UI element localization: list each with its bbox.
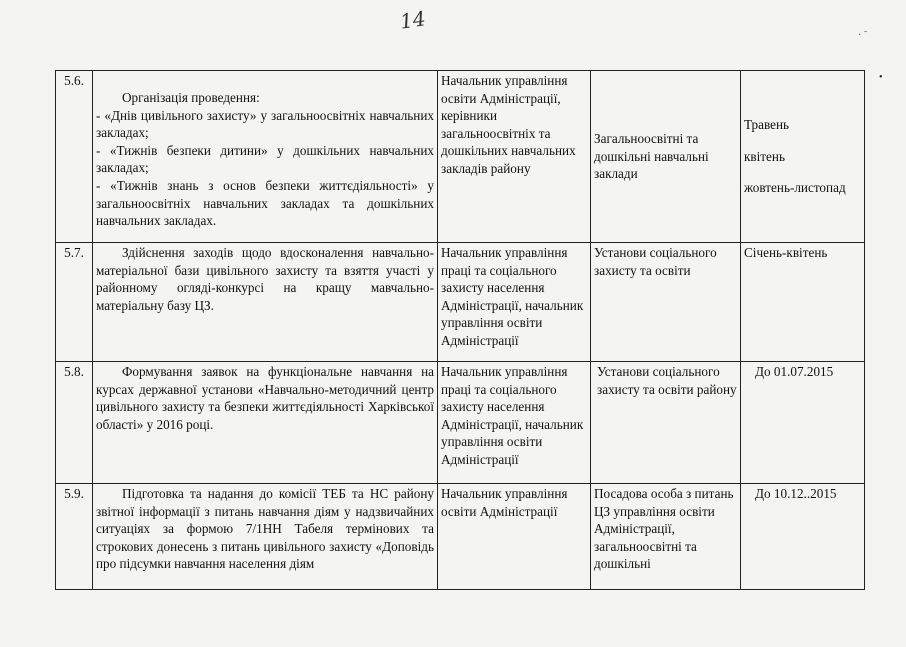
term-cell: До 10.12..2015: [741, 484, 865, 590]
task-cell: [93, 71, 438, 243]
term-cell: Січень-квітень: [741, 243, 865, 362]
table-row: [56, 243, 865, 362]
participants-cell: Посадова особа з питань ЦЗ управління освіти Адміністрації, загальноосвітні та дошкільні: [591, 484, 741, 590]
task-cell: Здійснення заходів щодо вдосконалення навчально-матеріальної бази цивільного захисту та взяття участі у районному огляді-конкурсі на кращу мавчально-матеріальну базу ЦЗ.: [93, 243, 438, 362]
term-cell: [741, 71, 865, 243]
task-item: - «Днів цивільного захисту» у загальноосвітніх навчальних закладах;: [96, 107, 434, 141]
participants-cell: Установи соціального захисту та освіти району: [591, 362, 741, 484]
task-title: Організація проведення:: [122, 90, 260, 105]
table-row: [56, 362, 865, 484]
plan-table: [55, 70, 865, 590]
table-row: [56, 71, 865, 243]
row-number: 5.9.: [56, 484, 93, 590]
corner-mark: · ˜: [858, 30, 868, 41]
responsible-cell: Начальник управління праці та соціального захисту населення Адміністрації, начальник управління освіти Адміністрації: [438, 243, 591, 362]
term-item: квітень: [744, 148, 785, 164]
row-number: 5.8.: [56, 362, 93, 484]
page-number: 14: [398, 6, 427, 34]
term-item: жовтень-листопад: [744, 180, 846, 196]
table-row: [56, 484, 865, 590]
task-item: - «Тижнів безпеки дитини» у дошкільних навчальних закладах;: [96, 142, 434, 176]
responsible-cell: Начальник управління праці та соціального захисту населення Адміністрації, начальник управління освіти Адміністрації: [438, 362, 591, 484]
participants-cell: Установи соціального захисту та освіти: [591, 243, 741, 362]
term-cell: До 01.07.2015: [741, 362, 865, 484]
participants-cell: Загальноосвітні та дошкільні навчальні заклади: [591, 71, 741, 243]
term-item: Травень: [744, 117, 790, 133]
responsible-cell: Начальник управління освіти Адміністрації, керівники загальноосвітніх та дошкільних навчальних закладів району: [438, 71, 591, 243]
task-item: - «Тижнів знань з основ безпеки життєдіяльності» у загальноосвітніх навчальних закладах та дошкільних навчальних закладах.: [96, 177, 434, 229]
task-cell: Формування заявок на функціональне навчання на курсах державної установи «Навчально-методичний центр цивільного захисту та безпеки життєдіяльності Харківської області» у 2016 році.: [93, 362, 438, 484]
margin-mark: •: [879, 72, 883, 83]
responsible-cell: Начальник управління освіти Адміністрації: [438, 484, 591, 590]
task-cell: Підготовка та надання до комісії ТЕБ та НС району звітної інформації з питань навчання діям у надзвичайних ситуаціях за формою 7/1НН Табеля термінових та строкових донесень з питань цивільного захисту «Доповідь про підсумки навчання населення діям: [93, 484, 438, 590]
row-number: 5.7.: [56, 243, 93, 362]
row-number: 5.6.: [56, 71, 93, 243]
